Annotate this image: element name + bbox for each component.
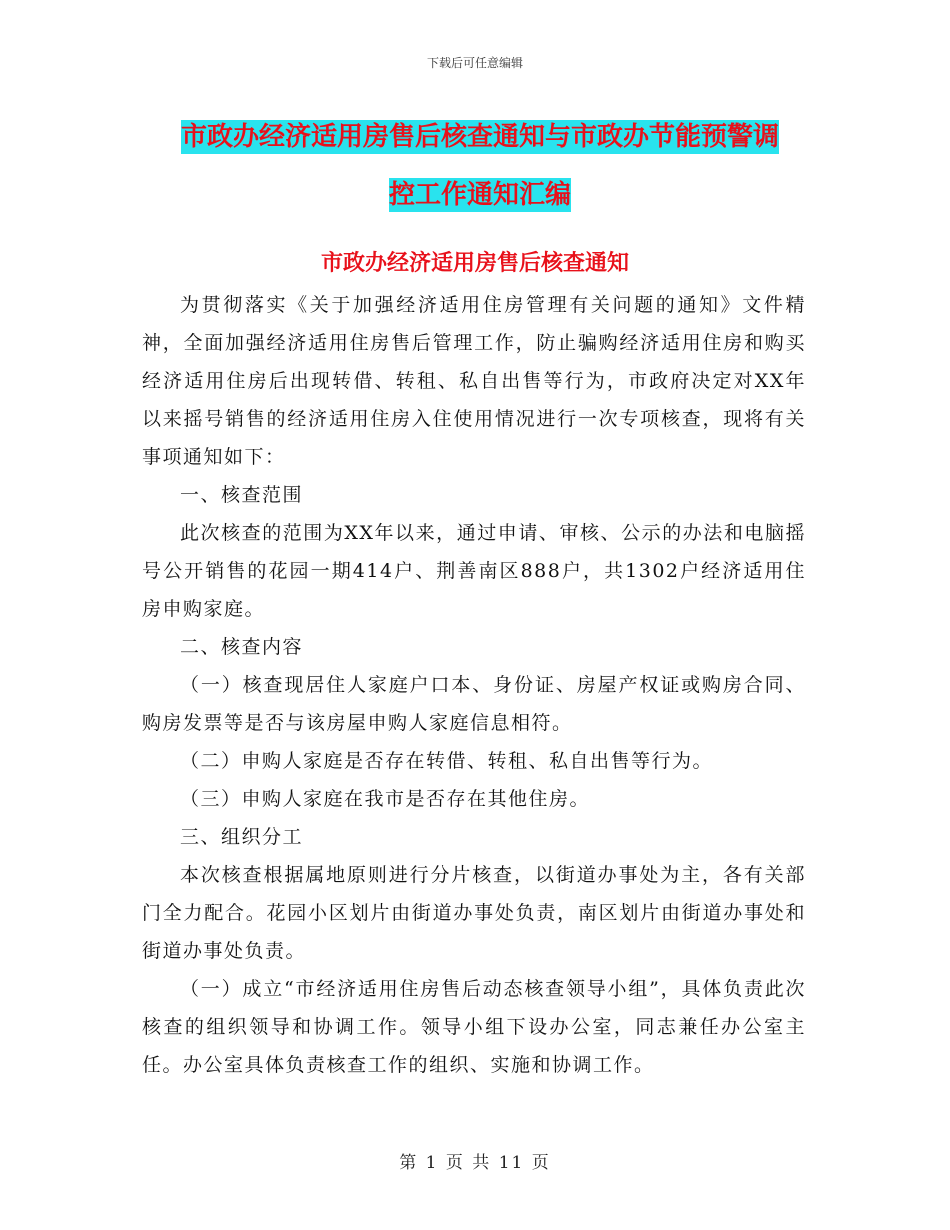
header-note: 下载后可任意编辑 <box>426 56 523 70</box>
heading-organization: 三、组织分工 <box>180 826 304 848</box>
paragraph-content-1: （一）核查现居住人家庭户口本、身份证、房屋产权证或购房合同、购房发票等是否与该房屋申购人家庭信息相符。 <box>142 674 806 734</box>
paragraph-organization-1: （一）成立“市经济适用住房售后动态核查领导小组”，具体负责此次核查的组织领导和协调工作。领导小组下设办公室，同志兼任办公室主任。办公室具体负责核查工作的组织、实施和协调工作。 <box>142 978 806 1076</box>
paragraph-scope: 此次核查的范围为XX年以来，通过申请、审核、公示的办法和电脑摇号公开销售的花园一期414户、荆善南区888户，共1302户经济适用住房申购家庭。 <box>142 522 806 620</box>
paragraph-content-2: （二）申购人家庭是否存在转借、转租、私自出售等行为。 <box>180 750 714 772</box>
section-title: 市政办经济适用房售后核查通知 <box>320 250 629 276</box>
paragraph-organization: 本次核查根据属地原则进行分片核查，以街道办事处为主，各有关部门全力配合。花园小区划片由街道办事处负责，南区划片由街道办事处和街道办事处负责。 <box>142 864 806 962</box>
document-title <box>140 108 820 224</box>
heading-scope: 一、核查范围 <box>180 484 304 506</box>
page-footer: 第 1 页 共 11 页 <box>399 1153 551 1173</box>
document-title-line-2: 控工作通知汇编 <box>388 180 571 210</box>
heading-content: 二、核查内容 <box>180 636 304 658</box>
document-title-line-1: 市政办经济适用房售后核查通知与市政办节能预警调 <box>180 122 779 152</box>
paragraph-content-3: （三）申购人家庭在我市是否存在其他住房。 <box>180 788 591 810</box>
paragraph-intro: 为贯彻落实《关于加强经济适用住房管理有关问题的通知》文件精神，全面加强经济适用住房售后管理工作，防止骗购经济适用住房和购买经济适用住房后出现转借、转租、私自出售等行为，市政府决定对XX年以来摇号销售的经济适用住房入住使用情况进行一次专项核查，现将有关事项通知如下： <box>142 294 806 468</box>
body-text <box>142 286 806 1084</box>
